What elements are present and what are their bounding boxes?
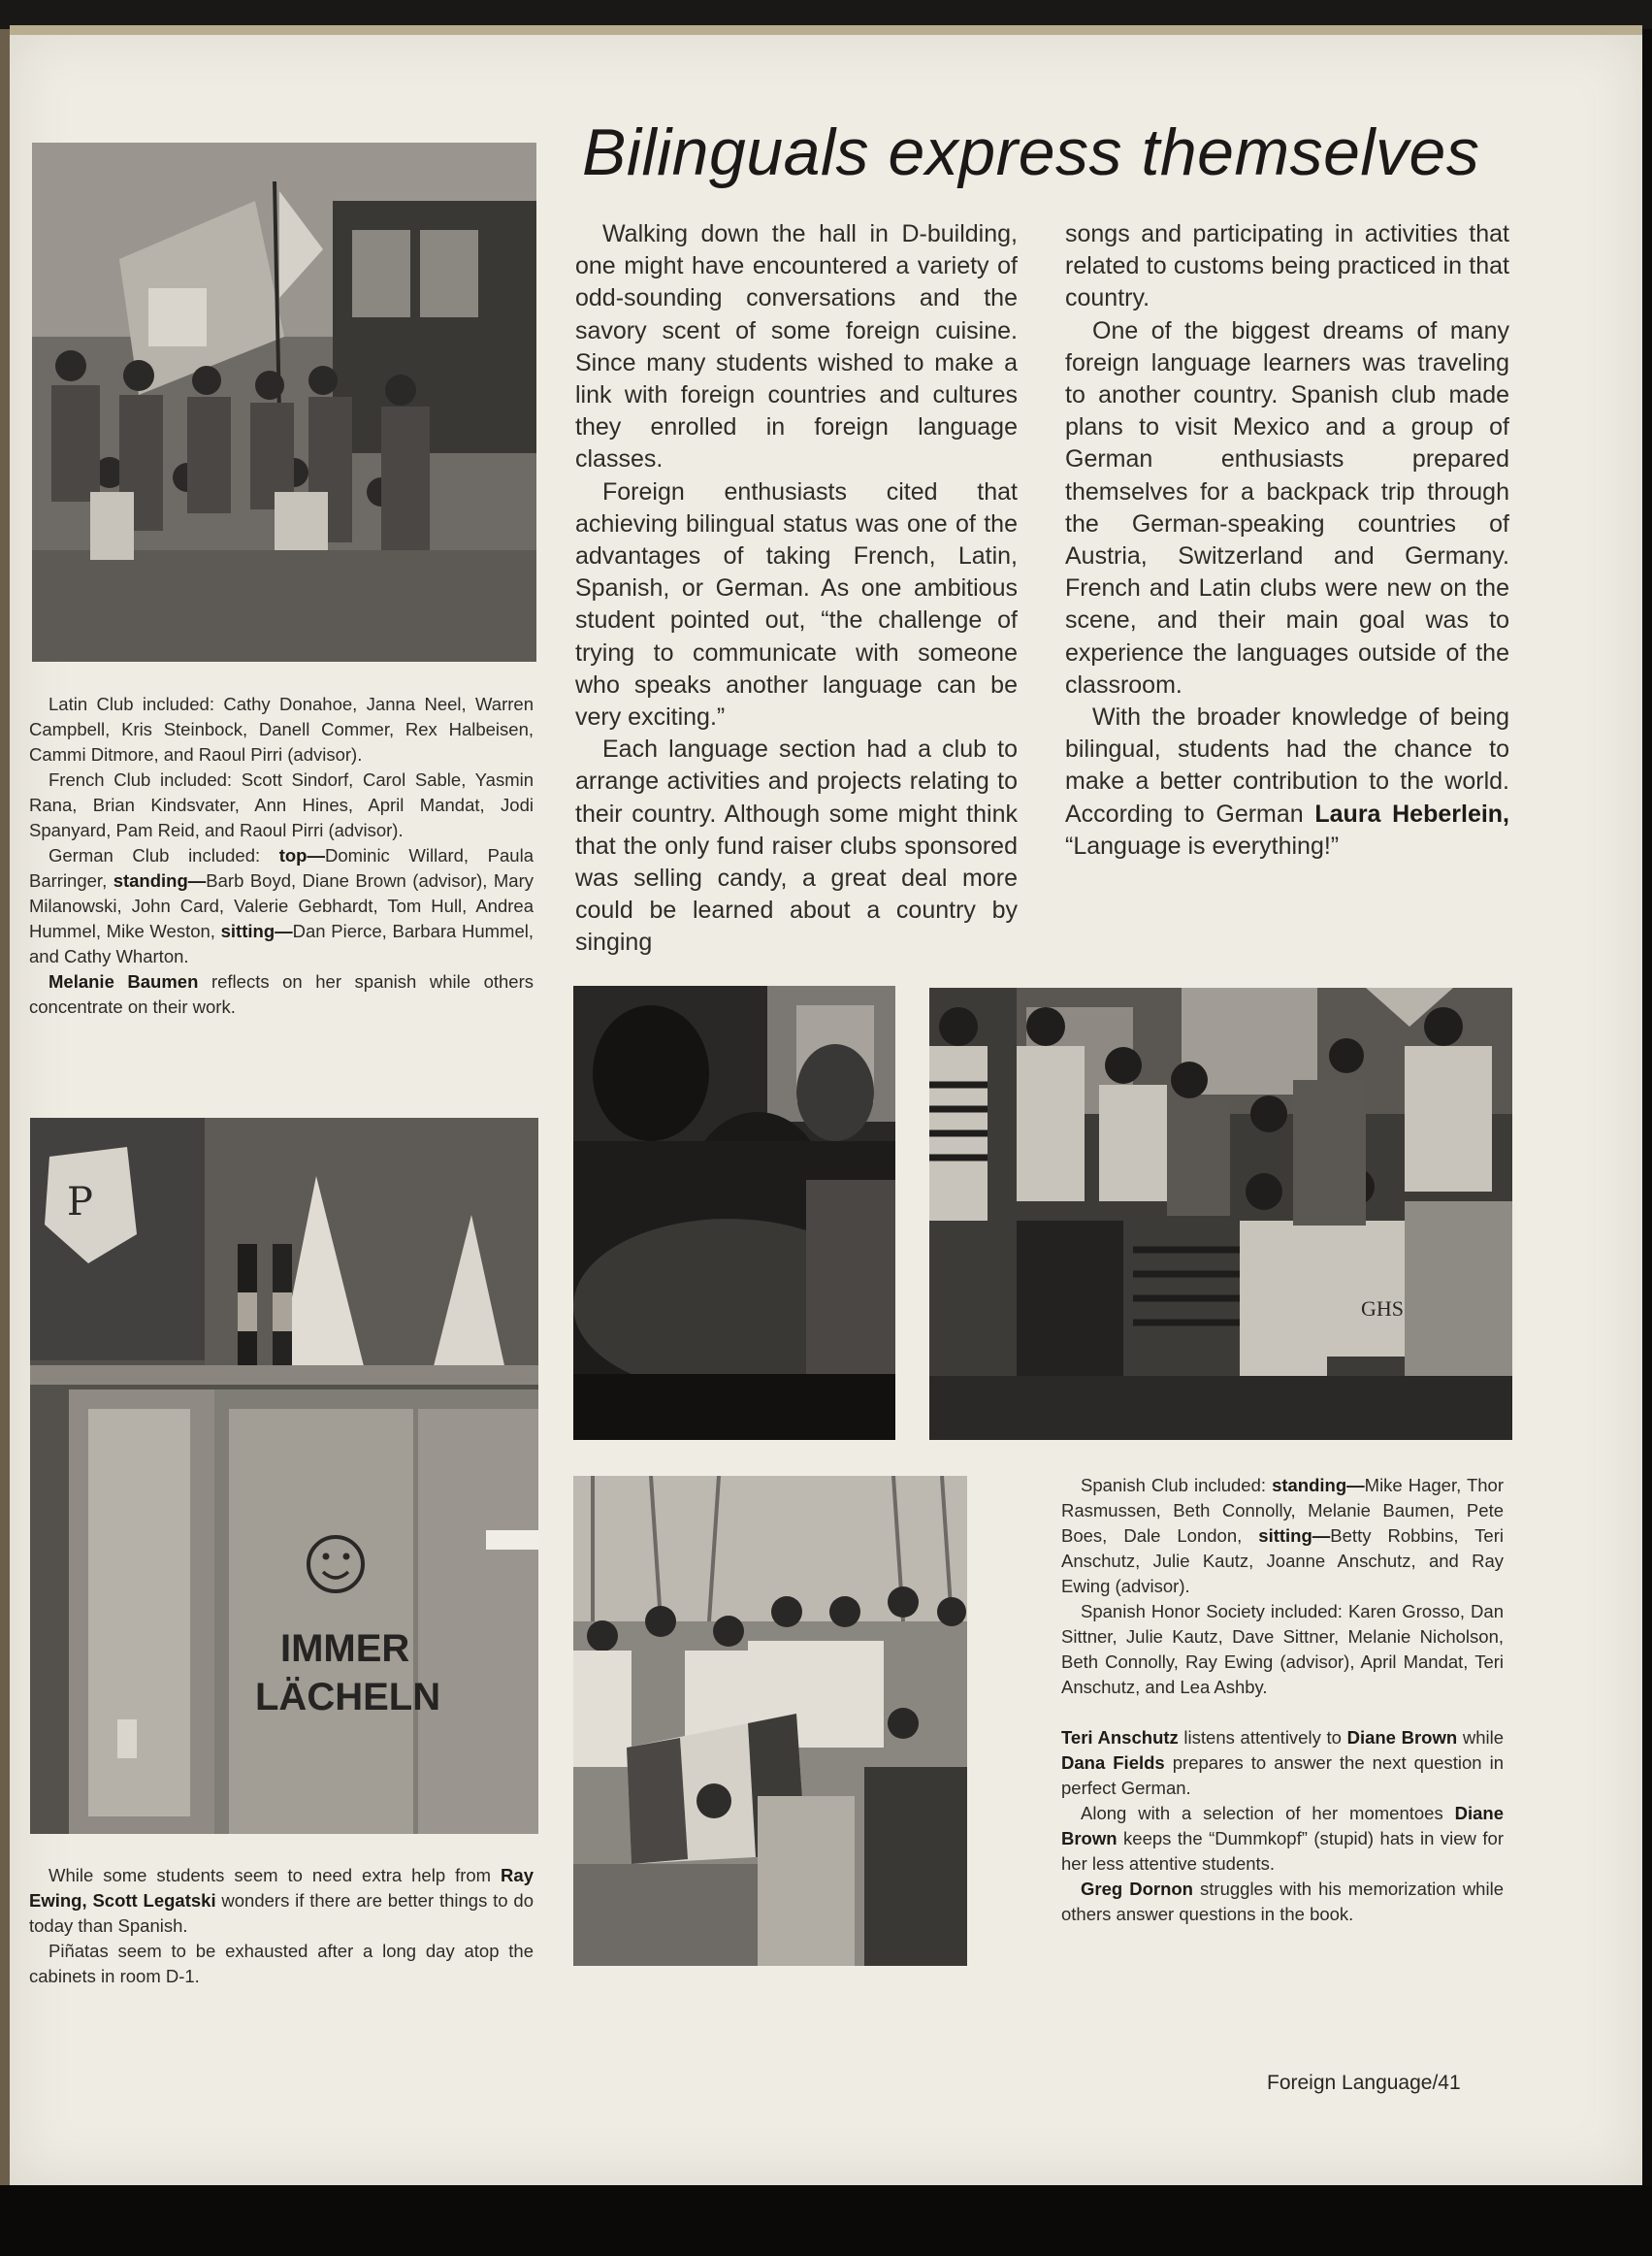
caption-spanish-sitting-label: sitting— — [1258, 1525, 1331, 1546]
caption-spanish-standing-label: standing— — [1272, 1475, 1365, 1495]
caption-melanie — [29, 969, 534, 1020]
caption-extra-help-rest: wonders if there are better things to do today than Spanish. — [29, 1890, 534, 1936]
caption-sitting-label: sitting— — [220, 921, 293, 941]
page-left-edge — [0, 29, 10, 2185]
caption-cabinets — [29, 1863, 534, 1989]
article-paragraph-1: Walking down the hall in D-building, one might have encountered a variety of odd-sounding conversations and the savory scent of some foreign cuisine. Since many students wished to make a link with foreign countries and cultures they enrolled in foreign language classes. — [575, 220, 1018, 474]
caption-extra-help — [29, 1863, 534, 1939]
caption-spanish-club — [1061, 1473, 1504, 1599]
photo-cabinets-dummkopf-hats — [30, 1118, 538, 1834]
photo-group-mexican-flag — [573, 1476, 967, 1966]
caption-names-ray-scott: Ray Ewing, Scott Legatski — [29, 1865, 534, 1911]
headline: Bilinguals express themselves — [582, 115, 1480, 189]
sign-lacheln: LÄCHELN — [255, 1676, 441, 1718]
caption-german-top-names: Dominic Willard, Paula Barringer, — [29, 845, 534, 891]
caption-teri-text-1: listens attentively to — [1178, 1727, 1347, 1748]
article-paragraph-6-text: With the broader knowledge of being bilingual, students had the chance to make a better contribution to the world. According to German — [1065, 703, 1509, 828]
scan-bottom-border — [0, 2185, 1652, 2256]
caption-spanish-sitting-names: Betty Robbins, Teri Anschutz, Julie Kautz, Joanne Anschutz, and Ray Ewing (advisor). — [1061, 1525, 1504, 1596]
caption-momentoes-rest: keeps the “Dummkopf” (stupid) hats in view for her less attentive students. — [1061, 1828, 1504, 1874]
article-column-1 — [575, 218, 1018, 960]
quote-language-everything: “Language is everything!” — [1065, 832, 1340, 860]
sign-immer: IMMER — [280, 1627, 410, 1670]
caption-standing-label: standing— — [113, 870, 207, 891]
caption-extra-help-lead: While some students seem to need extra help from — [49, 1865, 502, 1885]
article-paragraph-6 — [1065, 702, 1509, 863]
caption-teri-text-2: while — [1457, 1727, 1504, 1748]
caption-name-diane: Diane Brown — [1346, 1727, 1458, 1748]
caption-spanish-lead: Spanish Club included: — [1081, 1475, 1273, 1495]
article-paragraph-4: songs and participating in activities that related to customs being practiced in that country. — [1065, 220, 1509, 312]
caption-name-teri: Teri Anschutz — [1061, 1727, 1179, 1748]
article-paragraph-5: One of the biggest dreams of many foreign language learners was traveling to another country. Spanish club made plans to visit Mexico and a group of German enthusiasts prepared themselves for a backpack trip through the German-speaking countries of Austria, Switzerland and Germany. French and Latin clubs were new on the scene, and their main goal was to experience the languages outside of the classroom. — [1065, 316, 1509, 699]
page-folio: Foreign Language/41 — [1267, 2072, 1461, 2094]
caption-momentoes — [1061, 1801, 1504, 1877]
caption-momentoes-lead: Along with a selection of her momentoes — [1081, 1803, 1455, 1823]
page-top-edge — [10, 25, 1642, 35]
caption-top-label: top— — [278, 845, 325, 866]
caption-teri-text-3: prepares to answer the next question in perfect German. — [1061, 1752, 1505, 1798]
caption-latin-club: Latin Club included: Cathy Donahoe, Janna Neel, Warren Campbell, Kris Steinbock, Danell Commer, Rex Halbeisen, Cammi Ditmore, and Raoul Pirri (advisor). — [29, 694, 534, 765]
caption-german-standing-names: Barb Boyd, Diane Brown (advisor), Mary Milanowski, John Card, Valerie Gebhardt, Tom Hull, Andrea Hummel, Mike Weston, — [29, 870, 534, 941]
photo-dark-classroom — [573, 986, 895, 1440]
caption-melanie-text: reflects on her spanish while others concentrate on their work. — [29, 971, 534, 1017]
quote-name-laura: Laura Heberlein, — [1314, 800, 1510, 828]
caption-german-sitting-names: Dan Pierce, Barbara Hummel, and Cathy Wharton. — [29, 921, 534, 966]
caption-name-dana: Dana Fields — [1061, 1752, 1165, 1773]
caption-name-diane-2: Diane Brown — [1061, 1803, 1504, 1848]
article-column-2 — [1065, 218, 1509, 863]
article-paragraph-2: Foreign enthusiasts cited that achieving bilingual status was one of the advantages of taking French, Latin, Spanish, or German. As one ambitious student pointed out, “the challenge of trying to communicate with someone who speaks another language can be very exciting.” — [575, 477, 1018, 732]
caption-teri — [1061, 1725, 1504, 1801]
caption-name-melanie: Melanie Baumen — [49, 971, 199, 992]
caption-french-club: French Club included: Scott Sindorf, Carol Sable, Yasmin Rana, Brian Kindsvater, Ann Hines, April Mandat, Jodi Spanyard, Pam Reid, and Raoul Pirri (advisor). — [29, 769, 534, 840]
caption-greg — [1061, 1877, 1504, 1927]
caption-german-lead: German Club included: — [49, 845, 279, 866]
photo-spanish-club-group — [929, 988, 1512, 1440]
caption-spanish-standing-names: Mike Hager, Thor Rasmussen, Beth Connolly, Melanie Baumen, Pete Boes, Dale London, — [1061, 1475, 1504, 1546]
caption-greg-text: struggles with his memorization while others answer questions in the book. — [1061, 1879, 1504, 1924]
sweater-letters: GHS — [1361, 1296, 1405, 1321]
svg-text:P: P — [67, 1180, 93, 1225]
caption-german-club — [29, 843, 534, 969]
caption-spanish-clubs — [1061, 1473, 1504, 1927]
photo-club-group-flags — [32, 143, 536, 662]
caption-name-greg: Greg Dornon — [1081, 1879, 1193, 1899]
caption-clubs-top-left — [29, 692, 534, 1020]
article-paragraph-3: Each language section had a club to arrange activities and projects relating to their country. Although some might think that the only fund raiser clubs sponsored was selling candy, a great deal more could be learned about a country by singing — [575, 736, 1018, 957]
caption-spanish-honor-society: Spanish Honor Society included: Karen Grosso, Dan Sittner, Julie Kautz, Dave Sittner, Melanie Nicholson, Beth Connolly, Ray Ewing (advisor), April Mandat, Teri Anschutz, and Lea Ashby. — [1061, 1601, 1504, 1697]
caption-pinatas: Piñatas seem to be exhausted after a long day atop the cabinets in room D-1. — [29, 1941, 534, 1986]
